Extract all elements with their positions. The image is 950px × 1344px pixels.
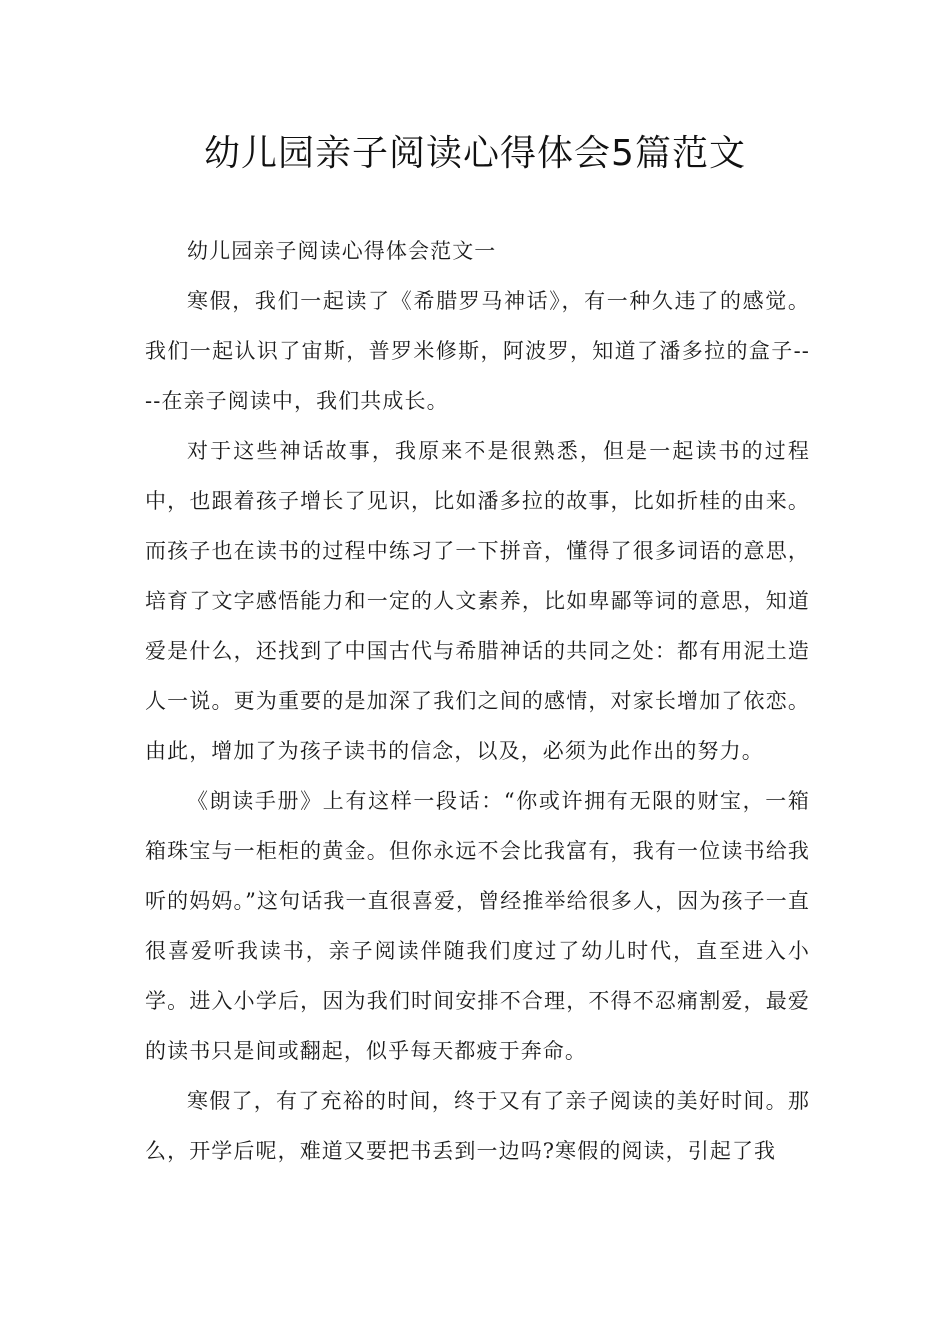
paragraph: 寒假，我们一起读了《希腊罗马神话》，有一种久违了的感觉。我们一起认识了宙斯，普罗米修斯，阿波罗，知道了潘多拉的盒子----在亲子阅读中，我们共成长。 bbox=[145, 289, 810, 413]
document-body bbox=[145, 226, 810, 1176]
section-heading: 幼儿园亲子阅读心得体会范文一 bbox=[187, 239, 497, 263]
paragraph: 《朗读手册》上有这样一段话：“你或许拥有无限的财宝，一箱箱珠宝与一柜柜的黄金。但你永远不会比我富有，我有一位读书给我听的妈妈。”这句话我一直很喜爱，曾经推举给很多人，因为孩子一直很喜爱听我读书，亲子阅读伴随我们度过了幼儿时代，直至进入小学。进入小学后，因为我们时间安排不合理，不得不忍痛割爱，最爱的读书只是间或翻起，似乎每天都疲于奔命。 bbox=[145, 789, 810, 1063]
paragraph: 寒假了，有了充裕的时间，终于又有了亲子阅读的美好时间。那么，开学后呢，难道又要把书丢到一边吗?寒假的阅读，引起了我 bbox=[145, 1089, 810, 1163]
document-title: 幼儿园亲子阅读心得体会5篇范文 bbox=[204, 133, 746, 174]
paragraph: 对于这些神话故事，我原来不是很熟悉，但是一起读书的过程中，也跟着孩子增长了见识，比如潘多拉的故事，比如折桂的由来。而孩子也在读书的过程中练习了一下拼音，懂得了很多词语的意思，培育了文字感悟能力和一定的人文素养，比如卑鄙等词的意思，知道爱是什么，还找到了中国古代与希腊神话的共同之处：都有用泥土造人一说。更为重要的是加深了我们之间的感情，对家长增加了依恋。由此，增加了为孩子读书的信念，以及，必须为此作出的努力。 bbox=[145, 439, 810, 763]
